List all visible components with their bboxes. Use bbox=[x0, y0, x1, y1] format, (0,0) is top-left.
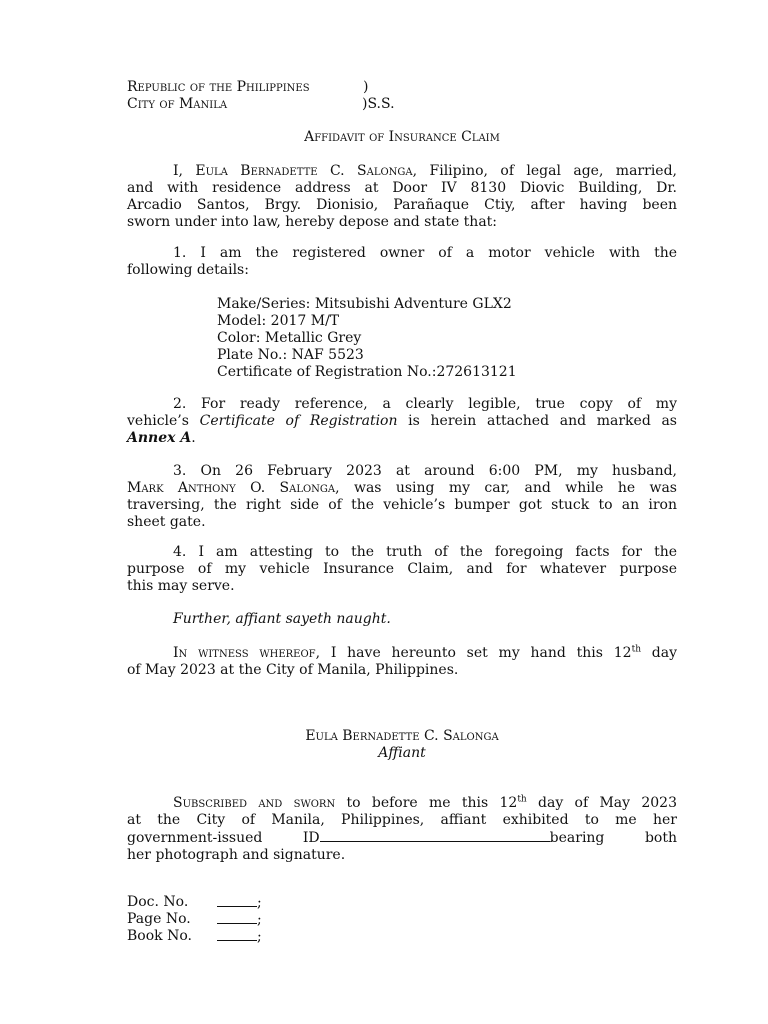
page-no-blank[interactable] bbox=[217, 911, 257, 924]
document-title: Affidavit of Insurance Claim bbox=[304, 129, 500, 145]
intro-paragraph: I, Eula Bernadette C. Salonga, Filipino, of legal age, married, and with residence address at Door IV 8130 Diovic Building, Dr. Arcadio Santos, Brgy. Dionisio, Parañaque Ctiy, after having been sworn under into law, hereby depose and state that: bbox=[127, 163, 677, 230]
affiant-name: Eula Bernadette C. Salonga bbox=[305, 728, 499, 744]
affiant-role: Affiant bbox=[378, 745, 426, 761]
venue-country-paren: ) bbox=[363, 79, 369, 95]
jurat-paragraph: Subscribed and sworn to before me this 12th day of May 2023 at the City of Manila, Philippines, affiant exhibited to me her government-issued ID bearing both her photograph and signature. bbox=[127, 794, 677, 863]
book-no-blank[interactable] bbox=[217, 928, 257, 941]
vehicle-details bbox=[217, 296, 517, 381]
husband-name: Mark Anthony O. Salonga bbox=[127, 480, 336, 496]
vehicle-model: Model: 2017 M/T bbox=[217, 313, 340, 329]
government-id-blank[interactable] bbox=[320, 829, 550, 842]
venue-country: Republic of the Philippines bbox=[127, 79, 310, 95]
venue-block bbox=[127, 79, 677, 113]
notarial-record: Doc. No. ; Page No. ; Book No. ; bbox=[127, 894, 262, 945]
paragraph-1: 1. I am the registered owner of a motor vehicle with the following details: bbox=[127, 245, 677, 278]
venue-city-paren: )S.S. bbox=[362, 96, 395, 112]
witness-paragraph: In witness whereof, I have hereunto set my hand this 12th day of May 2023 at the City of Manila, Philippines. bbox=[127, 644, 678, 678]
vehicle-certificate: Certificate of Registration No.:272613121 bbox=[217, 364, 517, 380]
paragraph-4: 4. I am attesting to the truth of the foregoing facts for the purpose of my vehicle Insurance Claim, and for whatever purpose this may serve. bbox=[127, 544, 677, 594]
vehicle-plate: Plate No.: NAF 5523 bbox=[217, 347, 364, 363]
paragraph-2: 2. For ready reference, a clearly legible, true copy of my vehicle’s Certificate of Registration is herein attached and marked as Annex A. bbox=[127, 396, 677, 446]
doc-no-label: Doc. No. bbox=[127, 894, 189, 910]
book-no-label: Book No. bbox=[127, 928, 192, 944]
page-no-label: Page No. bbox=[127, 911, 191, 927]
further-statement: Further, affiant sayeth naught. bbox=[173, 611, 391, 627]
paragraph-3: 3. On 26 February 2023 at around 6:00 PM, my husband, Mark Anthony O. Salonga, was using my car, and while he was traversing, the right side of the vehicle’s bumper got stuck to an iron sheet gate. bbox=[127, 463, 677, 530]
annex-label: Annex A bbox=[127, 430, 192, 446]
venue-city: City of Manila bbox=[127, 96, 228, 112]
vehicle-make: Make/Series: Mitsubishi Adventure GLX2 bbox=[217, 296, 512, 312]
affiant-name-inline: Eula Bernadette C. Salonga bbox=[195, 163, 413, 179]
doc-no-blank[interactable] bbox=[217, 894, 257, 907]
vehicle-color: Color: Metallic Grey bbox=[217, 330, 362, 346]
affiant-signature-block bbox=[127, 728, 677, 762]
